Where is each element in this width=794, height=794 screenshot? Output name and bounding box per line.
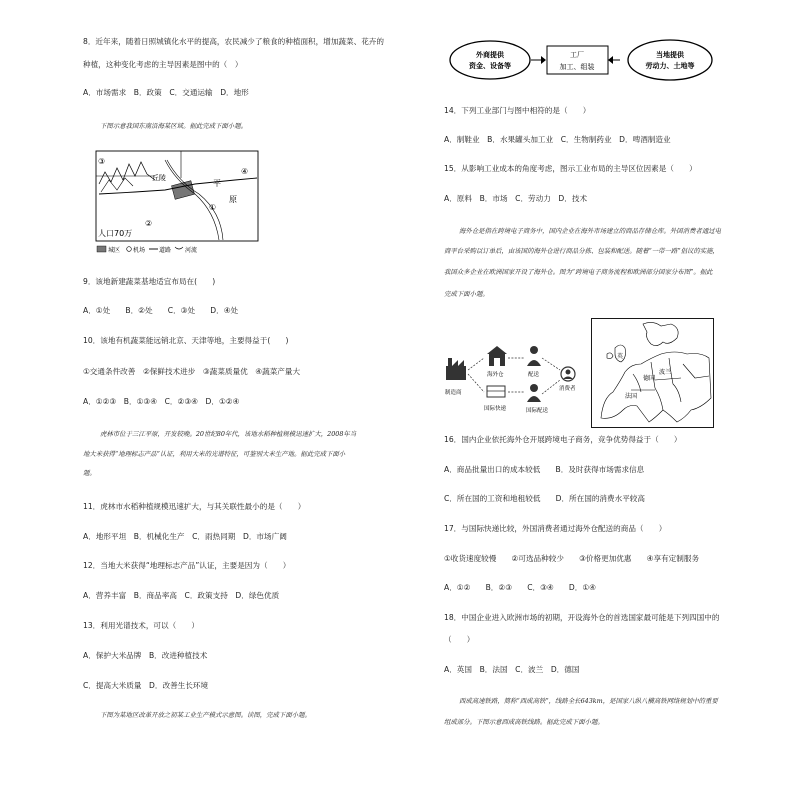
rail-intro-2: 组成部分。下图示意西成高铁线路。据此完成下面小题。 bbox=[444, 718, 604, 726]
consumer-icon bbox=[561, 367, 575, 381]
q13-text: 13．利用光谱技术，可以（ ） bbox=[83, 621, 199, 630]
legend-city: 城区 bbox=[108, 247, 121, 254]
q8-options: A．市场需求 B．政策 C．交通运输 D．地形 bbox=[83, 88, 249, 97]
q16-options-cd: C．所在国的工资和地租较低 D．所在国的消费水平较高 bbox=[444, 494, 645, 503]
q8-text-1: 8．近年来，随着日照城镇化水平的提高，农民减少了粮食的种植面积，增加蔬菜、花卉的 bbox=[83, 37, 384, 46]
courier-icon bbox=[527, 346, 541, 366]
map-intro: 下图示意我国东南沿海某区域。据此完成下面小题。 bbox=[100, 122, 247, 130]
industry-flow-diagram bbox=[449, 36, 714, 86]
q18-text-1: 18．中国企业进入欧洲市场的初期，开设海外仓的首选国家最可能是下列四国中的 bbox=[444, 613, 720, 622]
q15-text: 15．从影响工业成本的角度考虑，图示工业布局的主导区位因素是（ ） bbox=[444, 164, 697, 173]
q16-options-ab: A．商品批量出口的成本较低 B．及时获得市场需求信息 bbox=[444, 465, 645, 474]
q17-options: A．①② B．②③ C．③④ D．①④ bbox=[444, 583, 596, 592]
rice-intro-2: 地大米获得“地理标志产品”认证，利用大米的光谱特征，可鉴别大米生产地。据此完成下面小 bbox=[83, 450, 346, 458]
legend-river: 河流 bbox=[185, 247, 198, 254]
map-population-label: 人口70万 bbox=[98, 229, 133, 238]
ecommerce-flow-diagram bbox=[442, 340, 587, 420]
q10-items: ①交通条件改善 ②保鲜技术进步 ③蔬菜质量优 ④蔬菜产量大 bbox=[83, 367, 301, 376]
map-hill-label: 丘陵 bbox=[152, 174, 166, 182]
euro-label-de: 德国 bbox=[643, 375, 656, 382]
map-mark-2: ② bbox=[145, 219, 153, 228]
q15-options: A．原料 B．市场 C．劳动力 D．技术 bbox=[444, 194, 588, 203]
right-column bbox=[397, 0, 794, 794]
q11-text: 11．虎林市水稻种植规模迅速扩大，与其关联性最小的是（ ） bbox=[83, 502, 306, 511]
legend-airport: 机场 bbox=[133, 247, 146, 254]
flow-left-sub: 资金、设备等 bbox=[469, 62, 511, 70]
ecommerce-intro-1: 海外仓是指在跨境电子商务中，国内企业在海外市场建立的商品存储仓库。外国消费者通过电 bbox=[459, 227, 722, 235]
rice-intro-1: 虎林市位于三江平原，开发较晚。20世纪80年代，该地水稻种植规模迅速扩大，2008年当 bbox=[100, 430, 357, 438]
legend-road: 道路 bbox=[159, 247, 172, 254]
ec-intl-label: 国际快递 bbox=[484, 406, 507, 412]
map-plain-label-2: 原 bbox=[229, 195, 237, 204]
q9-options: A．①处 B．②处 C．③处 D．④处 bbox=[83, 306, 239, 315]
factory-icon bbox=[446, 358, 466, 380]
q12-text: 12．当地大米获得“地理标志产品”认证，主要是因为（ ） bbox=[83, 561, 291, 570]
ec-warehouse-label: 海外仓 bbox=[487, 372, 504, 378]
ec-consumer-label: 消费者 bbox=[559, 386, 576, 392]
q17-items: ①收货速度较慢 ②可选品种较少 ③价格更加优惠 ④享有定制服务 bbox=[444, 554, 700, 563]
ecommerce-intro-4: 完成下面小题。 bbox=[444, 290, 489, 298]
ecommerce-intro-3: 我国众多企业在欧洲国家开设了海外仓。图为“跨境电子商务流程和欧洲部分国家分布图”。据此 bbox=[444, 268, 713, 276]
q14-options: A．制鞋业 B．水果罐头加工业 C．生物制药业 D．啤酒制造业 bbox=[444, 135, 671, 144]
rice-intro-3: 题。 bbox=[83, 469, 96, 477]
flow-center-title: 工厂 bbox=[570, 51, 584, 59]
industry-intro: 下图为某地区改革开放之初某工业生产模式示意图。读图，完成下面小题。 bbox=[100, 711, 311, 719]
q14-text: 14．下列工业部门与图中相符的是（ ） bbox=[444, 106, 591, 115]
map-mark-4: ④ bbox=[241, 167, 249, 176]
ec-maker-label: 制造商 bbox=[445, 390, 462, 396]
sorting-icon bbox=[527, 384, 541, 402]
q12-options: A．营养丰富 B．商品率高 C．政策支持 D．绿色优质 bbox=[83, 591, 280, 600]
q18-options: A．英国 B．法国 C．波兰 D．德国 bbox=[444, 665, 580, 674]
q11-options: A．地形平坦 B．机械化生产 C．雨热同期 D．市场广阔 bbox=[83, 532, 287, 541]
map-mark-1: ① bbox=[209, 203, 217, 212]
warehouse-icon bbox=[487, 346, 507, 366]
ec-delivery-label: 配送 bbox=[528, 372, 540, 378]
rail-intro-1: 西成高速铁路，简称“西成高铁”，线路全长643km，是国家八纵八横高铁网络规划中的重要 bbox=[459, 697, 718, 705]
q10-text: 10．该地有机蔬菜能远销北京、天津等地，主要得益于( ) bbox=[83, 336, 289, 345]
q8-text-2: 种植，这种变化考虑的主导因素是图中的（ ） bbox=[83, 60, 243, 69]
q13-options-ab: A．保护大米品牌 B．改进种植技术 bbox=[83, 651, 208, 660]
flow-left-title: 外商提供 bbox=[476, 51, 504, 59]
q16-text: 16．国内企业依托海外仓开展跨境电子商务，竞争优势得益于（ ） bbox=[444, 435, 682, 444]
flow-right-sub: 劳动力、土地等 bbox=[645, 62, 695, 70]
euro-label-pl: 波兰 bbox=[659, 369, 672, 376]
flow-right-title: 当地提供 bbox=[656, 51, 684, 59]
q17-text: 17．与国际快递比较，外国消费者通过海外仓配送的商品（ ） bbox=[444, 524, 667, 533]
map-plain-label-1: 平 bbox=[213, 179, 221, 188]
flow-center-sub: 加工、组装 bbox=[559, 63, 595, 71]
euro-label-fr: 法国 bbox=[625, 393, 638, 400]
ecommerce-intro-2: 商平台采购以订单后，由该国的海外仓进行商品分拣、包装和配送。随着“一带一路”倡议的实施， bbox=[444, 247, 719, 255]
q18-text-2: （ ） bbox=[444, 635, 475, 644]
q10-options: A．①②③ B．①③④ C．②③④ D．①②④ bbox=[83, 397, 240, 406]
euro-label-uk: 英 bbox=[617, 353, 624, 360]
ec-sorting-label: 国际配送 bbox=[526, 408, 549, 414]
q13-options-cd: C．提高大米质量 D．改善生长环境 bbox=[83, 681, 209, 690]
map-mark-3: ③ bbox=[98, 157, 106, 166]
intl-express-icon bbox=[487, 386, 505, 397]
europe-map bbox=[591, 318, 714, 428]
region-map bbox=[95, 150, 260, 256]
q9-text: 9．该地新建蔬菜基地适宜布局在( ) bbox=[83, 277, 216, 286]
